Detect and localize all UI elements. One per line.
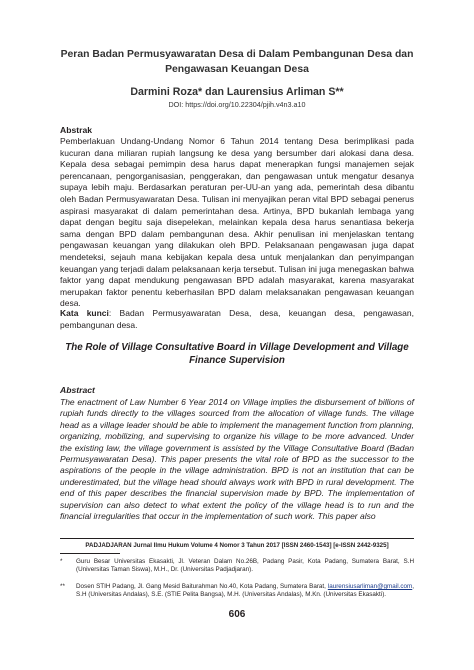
paper-title xyxy=(60,48,414,77)
abstract-body: The enactment of Law Number 6 Year 2014 on Village implies the disbursement of billions of rupiah funds directly to the villages sourced from the allocation of village funds. The village head as a village leader should be able to implement the management function from planning, organizing, mobilizing, and supervising to organize his village to be more advanced. Under the existing law, the village government is assisted by the Village Consultative Board (Badan Permusyawaratan Desa). This paper presents the vital role of BPD as the successor to the aspirations of the people in the village administration. BPD is not an institution that can be underestimated, but the village head should always work with BPD in rural development. The end of this paper describes the financial supervision made by BPD. The implementation of supervision can also detect to what extent the policy of the village head is to run and the financial irregularities that occur in the implementation of such work. This paper also xyxy=(60,397,414,522)
abstrak-heading: Abstrak xyxy=(60,125,92,135)
doi-link[interactable]: DOI: https://doi.org/10.22304/pjih.v4n3.a10 xyxy=(168,100,306,109)
author-names: Darmini Roza* dan Laurensius Arliman S** xyxy=(130,86,344,98)
footnote-2-mark: ** xyxy=(60,583,65,590)
footnote-1-mark: * xyxy=(60,558,63,565)
footnote-2-text-after: , S.H (Universitas Andalas), S.E. (STIE Pelita Bangsa), M.H. (Universitas Andalas), M.Kn. (Universitas Ekasakti). xyxy=(76,583,414,599)
footnote-2-text xyxy=(76,583,414,600)
abstract-heading: Abstract xyxy=(60,385,95,395)
paper-title-line-1: Peran Badan Permusyawaratan Desa di Dalam Pembangunan Desa dan xyxy=(60,49,414,60)
english-title-line-1: The Role of Village Consultative Board in Village Development and Village xyxy=(65,342,409,353)
page-number: 606 xyxy=(228,609,246,620)
footnote-2 xyxy=(60,583,414,600)
paper-title-line-2: Pengawasan Keuangan Desa xyxy=(165,63,309,75)
english-title-line-2: Finance Supervision xyxy=(189,354,285,366)
footnote-2-text-before: Dosen STIH Padang, Jl. Gang Mesid Baiturahman No.40, Kota Padang, Sumatera Barat, xyxy=(76,583,328,590)
keywords-text: : Badan Permusyawaratan Desa, desa, keuangan desa, pengawasan, pembangunan desa. xyxy=(60,308,414,330)
abstrak-body: Pemberlakuan Undang-Undang Nomor 6 Tahun 2014 tentang Desa berimplikasi pada kucuran dana miliaran rupiah langsung ke desa yang bersumber dari alokasi dana desa. Kepala desa sebagai pemimpin desa harus dapat menerapkan fungsi manajemen sejak perencanaan, pengorganisasian, penggerakan, dan pengawasan untuk mengatur desanya supaya lebih maju. Berdasarkan peraturan per-UU-an yang ada, pemerintah desa dibantu oleh Badan Permusyawaratan Desa. Tulisan ini menyajikan peran vital BPD sebagai penerus aspirasi masyarakat di dalam pemerintahan desa. Artinya, BPD bukanlah lembaga yang dapat dengan begitu saja disepelekan, melainkan kepala desa harus senantiasa bekerja sama dengan BPD dalam pembangunan desa. Akhir penulisan ini menjelaskan tentang pengawasan keuangan yang dilakukan oleh BPD. Pelaksanaan pengawasan juga dapat mendeteksi, sejauh mana kebijakan kepala desa untuk menjalankan dan penyimpangan keuangan yang terjadi dalam pelaksanaan kerja tersebut. Tulisan ini juga menegaskan bahwa faktor yang dapat mendukung pengawasan BPD adalah masyarakat, karena masyarakat merupakan faktor penentu keberhasilan BPD dalam melaksanakan pengawasan keuangan desa. xyxy=(60,136,414,309)
footnote-1-text: Guru Besar Universitas Ekasakti, Jl. Veteran Dalam No.26B, Padang Pasir, Kota Padang, Sumatera Barat, S.H (Universitas Taman Siswa), M.H., Dr. (Universitas Padjadjaran). xyxy=(76,558,414,574)
email-link[interactable]: laurensiusarliman@gmail.com xyxy=(327,583,413,590)
footnote-rule xyxy=(60,553,120,554)
english-title xyxy=(60,342,414,368)
footnote-1 xyxy=(60,558,414,575)
journal-citation: PADJADJARAN Jurnal Ilmu Hukum Volume 4 Nomor 3 Tahun 2017 [ISSN 2460-1543] [e-ISSN 2442-9325] xyxy=(85,542,389,549)
keywords-paragraph xyxy=(60,308,414,331)
keywords-label: Kata kunci xyxy=(60,308,109,318)
footer-rule xyxy=(60,538,414,539)
